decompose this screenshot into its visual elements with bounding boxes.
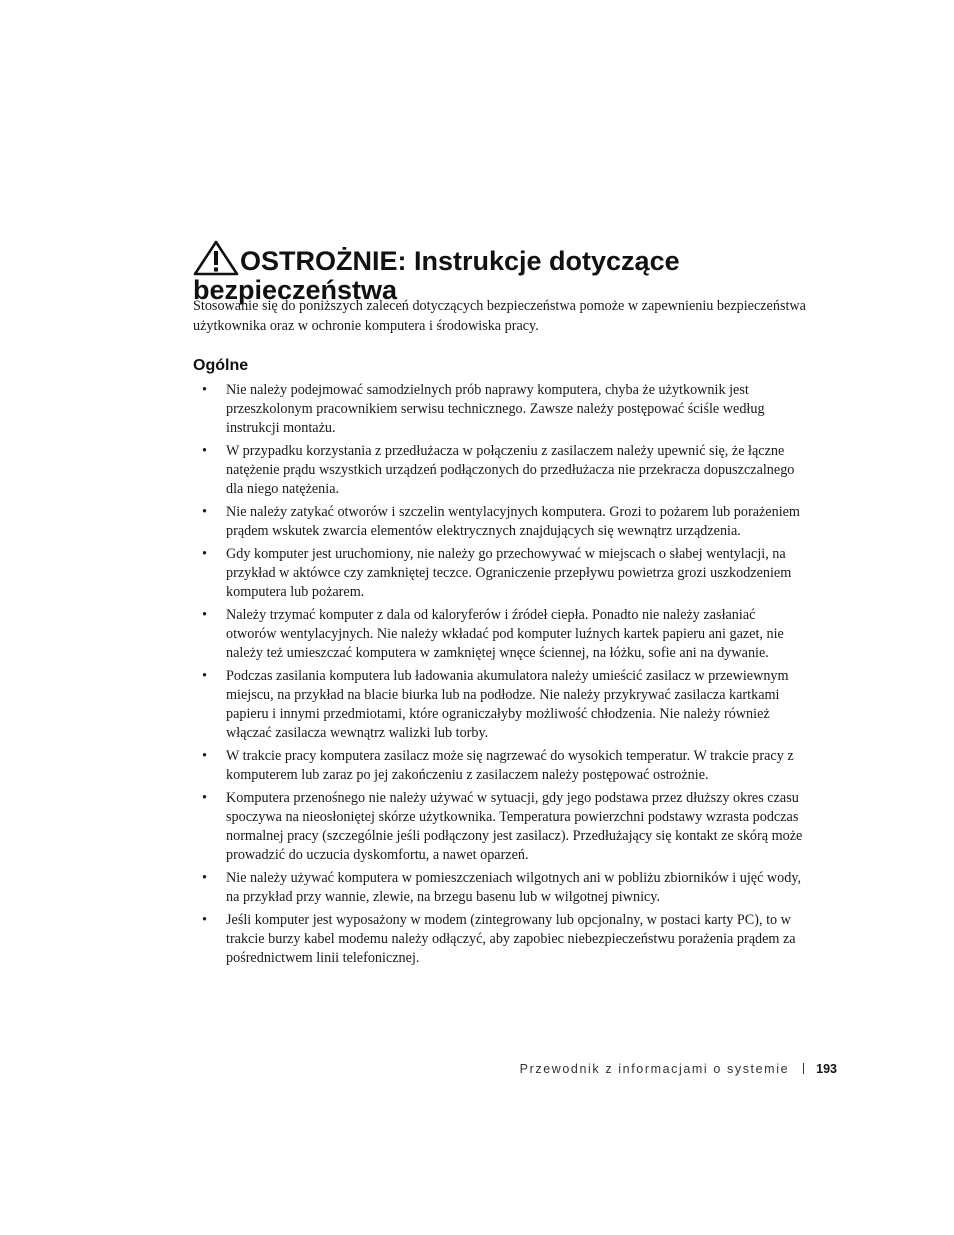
bullet: • (202, 546, 207, 562)
list-item (193, 911, 808, 968)
intro-paragraph: Stosowanie się do poniższych zaleceń dotyczących bezpieczeństwa pomoże w zapewnieniu bezpieczeństwa użytkownika oraz w ochronie komputera i środowiska pracy. (193, 298, 806, 334)
page-title-line2: bezpieczeństwa (193, 275, 398, 306)
list-item-text: Podczas zasilania komputera lub ładowania akumulatora należy umieścić zasilacz w przewiewnym miejscu, na przykład na blacie biurka lub na podłodze. Nie należy przykrywać zasilacza kartkami papieru i innymi przedmiotami, które ograniczałyby możliwość chłodzenia. Nie należy również włączać zasilacza wewnątrz walizki lub torby. (226, 668, 789, 741)
bullet: • (202, 870, 207, 886)
list-item-text: Należy trzymać komputer z dala od kaloryferów i źródeł ciepła. Ponadto nie należy zasłaniać otworów wentylacyjnych. Nie należy wkładać pod komputer luźnych kartek papieru ani gazet, nie należy też umieszczać komputera w zamkniętej wnęce ściennej, na łóżku, sofie ani na dywanie. (226, 607, 784, 661)
footer-divider (803, 1063, 804, 1074)
page-title-line1: OSTROŻNIE: Instrukcje dotyczące (240, 246, 680, 277)
page-title (193, 240, 813, 305)
list-item (193, 667, 808, 743)
list-item (193, 545, 808, 602)
bullet: • (202, 382, 207, 398)
warning-triangle-icon (193, 240, 239, 276)
bullet: • (202, 748, 207, 764)
bullet: • (202, 912, 207, 928)
list-item-text: Nie należy używać komputera w pomieszczeniach wilgotnych ani w pobliżu zbiorników i ujęć wody, na przykład przy wannie, zlewie, na brzegu basenu lub w wilgotnej piwnicy. (226, 870, 802, 905)
list-item (193, 869, 808, 907)
safety-list (193, 381, 808, 972)
list-item-text: W trakcie pracy komputera zasilacz może się nagrzewać do wysokich temperatur. W trakcie pracy z komputerem lub zaraz po jej zakończeniu z zasilaczem należy postępować ostrożnie. (226, 748, 794, 783)
list-item (193, 442, 808, 499)
bullet: • (202, 668, 207, 684)
list-item (193, 606, 808, 663)
list-item (193, 503, 808, 541)
footer-title: Przewodnik z informacjami o systemie (519, 1062, 790, 1076)
list-item (193, 747, 808, 785)
list-item-text: Nie należy podejmować samodzielnych prób naprawy komputera, chyba że użytkownik jest przeszkolonym pracownikiem serwisu technicznego. Zawsze należy postępować ściśle według instrukcji montażu. (226, 382, 765, 436)
section-title: Ogólne (193, 357, 249, 374)
list-item-text: Jeśli komputer jest wyposażony w modem (zintegrowany lub opcjonalny, w postaci karty PC), to w trakcie burzy kabel modemu należy odłączyć, aby zapobiec niebezpieczeństwu porażenia prądem za pośrednictwem linii telefonicznej. (226, 912, 796, 966)
page-footer (300, 1060, 837, 1078)
bullet: • (202, 443, 207, 459)
page-number: 193 (816, 1062, 837, 1076)
list-item-text: Gdy komputer jest uruchomiony, nie należy go przechowywać w miejscach o słabej wentylacji, na przykład w aktówce czy zamkniętej teczce. Ograniczenie przepływu powietrza grozi uszkodzeniem komputera lub pożarem. (226, 546, 792, 600)
list-item-text: Nie należy zatykać otworów i szczelin wentylacyjnych komputera. Grozi to pożarem lub porażeniem prądem wskutek zwarcia elementów elektrycznych znajdujących się wewnątrz urządzenia. (226, 504, 800, 539)
list-item-text: W przypadku korzystania z przedłużacza w połączeniu z zasilaczem należy upewnić się, że łączne natężenie prądu wszystkich urządzeń podłączonych do przedłużacza nie przekracza dopuszczalnego dla niego natężenia. (226, 443, 795, 497)
bullet: • (202, 607, 207, 623)
list-item (193, 381, 808, 438)
bullet: • (202, 790, 207, 806)
list-item (193, 789, 808, 865)
bullet: • (202, 504, 207, 520)
list-item-text: Komputera przenośnego nie należy używać w sytuacji, gdy jego podstawa przez dłuższy okres czasu spoczywa na nieosłoniętej skórze użytkownika. Temperatura powierzchni podstawy wzrasta podczas normalnej pracy (szczególnie jeśli podłączony jest zasilacz). Przedłużający się kontakt ze skórą może prowadzić do uczucia dyskomfortu, a nawet oparzeń. (226, 790, 803, 863)
